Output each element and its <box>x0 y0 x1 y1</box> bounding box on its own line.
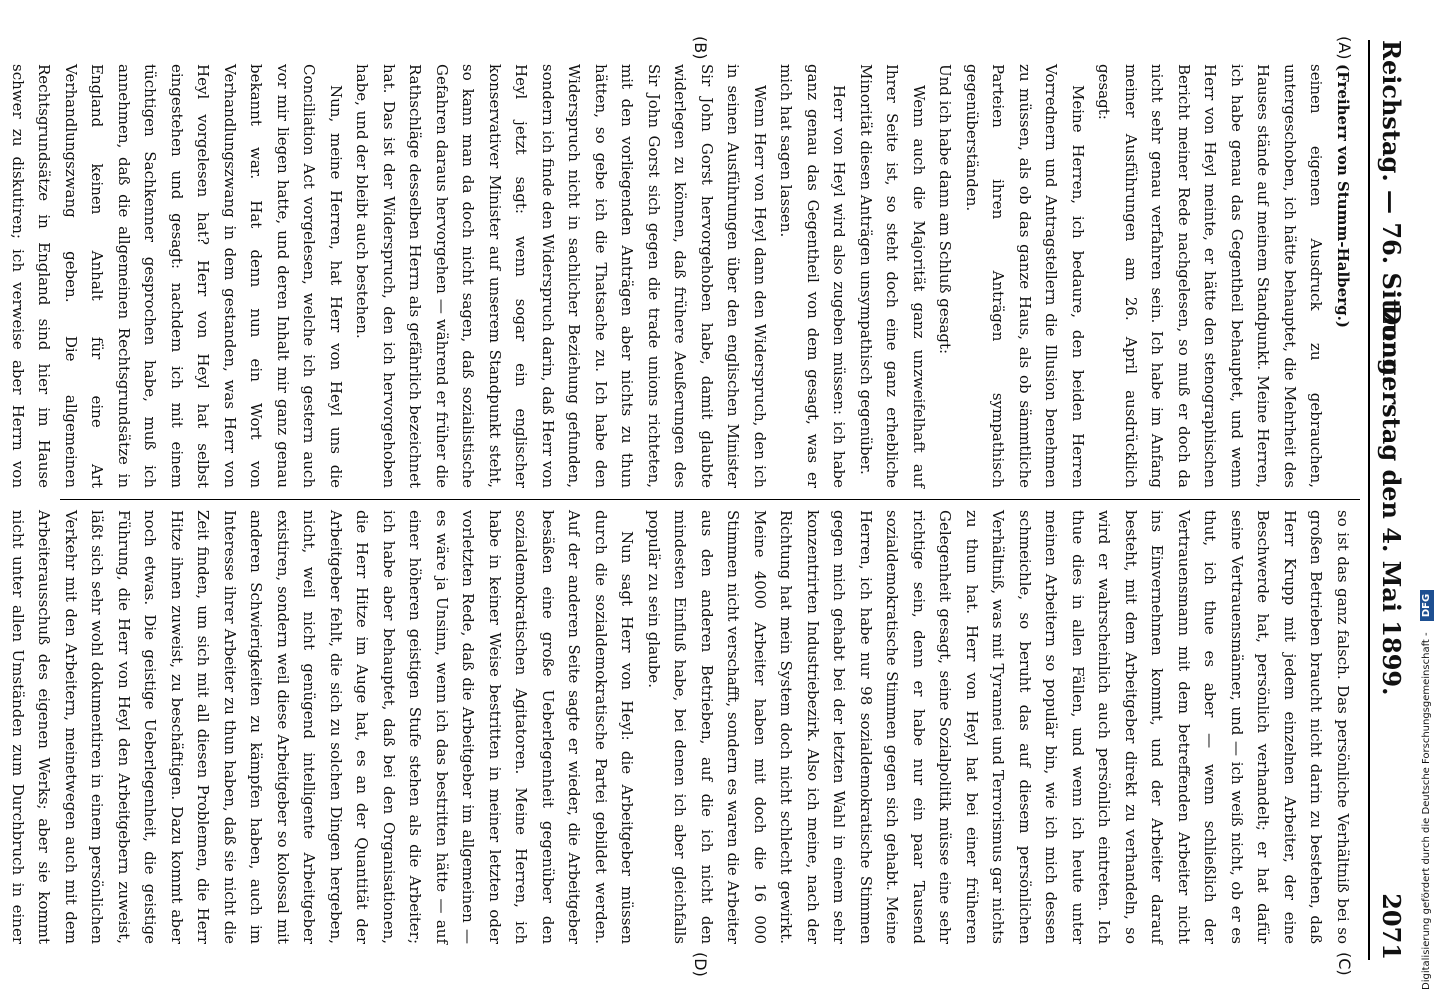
margin-marker-c: (C) <box>1335 952 1354 976</box>
column-divider <box>60 499 1360 500</box>
header-page-number: 2071 <box>1377 893 1406 960</box>
speaker-label: (Freiherr von Stumm-Halberg.) <box>1334 64 1352 328</box>
paragraph: seinen eigenen Ausdruck zu gebrauchen, untergeschoben, ich hätte behauptet, die Mehrheit des Hauses stände auf meinem Standpunkt. Meine Herren, ich habe genau das Gegentheil behauptet, und wenn Herr von Heyl meinte, er hätte den stenographischen Bericht meiner Rede nachgelesen, so muß er doch da nicht sehr genau verfahren sein. Ich habe im Anfang meiner Ausführungen am 26. April ausdrücklich gesagt: <box>1095 64 1326 488</box>
digitization-note-text: Digitalisierung gefördert durch die Deutsche Forschungsgemeinschaft - <box>1421 632 1432 990</box>
right-column <box>9 510 1356 944</box>
rotated-page <box>9 20 1440 980</box>
margin-marker-b: (B) <box>691 36 710 60</box>
header-date: Donnerstag den 4. Mai 1899. <box>1377 304 1406 696</box>
left-column <box>9 64 1356 488</box>
paragraph: Herr von Heyl wird also zugeben müssen: ich habe ganz genau das Gegentheil von dem gesagt, was er mich hat sagen lassen. <box>777 64 849 488</box>
header-session: Reichstag. — 76. Sitzung. <box>1377 40 1406 384</box>
paragraph: Wenn Herr von Heyl dann den Widerspruch, den ich in seinen Ausführungen über den englischen Minister Sir John Gorst hervorgehoben habe, damit glaubte widerlegen zu können, daß frühere Aeußerungen des Sir John Gorst sich gegen die trade unions richteten, mit den vorliegenden Anträgen aber nichts zu thun hätten, so gebe ich die Thatsache zu. Ich habe den Widerspruch nicht in sachlicher Beziehung gefunden, sondern ich finde den Widerspruch darin, daß Herr von Heyl jetzt sagt: wenn sogar ein englischer konservativer Minister auf unserem Standpunkt steht, so kann man da doch nicht sagen, daß sozialistische Gefahren daraus hervorgehen — während er früher die Rathschläge desselben Herrn als gefährlich bezeichnet hat. Das ist der Widerspruch, den ich hervorgehoben habe, und der bleibt auch bestehen. <box>353 64 769 488</box>
paragraph: Nun sagt Herr von Heyl: die Arbeitgeber müssen durch die sozialdemokratische Partei gebildet werden. Auf der anderen Seite sagte er wieder, die Arbeitgeber besäßen eine große Ueberlegenheit gegenüber den sozialdemokratischen Agitatoren. Meine Herren, ich habe in keiner Weise bestritten in meiner letzten oder vorletzten Rede, daß die Arbeitgeber im allgemeinen — es wäre ja Unsinn, wenn ich das bestritten hätte — auf einer höheren geistigen Stufe stehen als die Arbeiter; ich habe aber behauptet, daß bei den Organisationen, die Herr Hitze im Auge hat, es an der Quantität der Arbeitgeber fehlt, die sich zu solchen Dingen hergeben, nicht, weil nicht genügend intelligente Arbeitgeber existiren, sondern weil diese Arbeitgeber so kolossal mit anderen Schwierigkeiten zu kämpfen haben, auch im Interesse ihrer Arbeiter zu thun haben, daß sie nicht die Zeit finden, um sich mit all diesen Problemen, die Herr Hitze ihnen zuweist, zu beschäftigen. Dazu kommt aber noch etwas. Die geistige Ueberlegenheit, die geistige Führung, die Herr von Heyl den Arbeitgebern zuweist, läßt sich sehr wohl dokumentiren in einem persönlichen Verkehr mit den Arbeitern, meinetwegen auch mit dem Arbeiterausschuß des eigenen Werks; aber sie kommt nicht unter allen Umständen zum Durchbruch in einer <box>9 510 637 944</box>
dfg-logo: DFG <box>1420 590 1434 621</box>
digitization-note <box>1420 10 1434 990</box>
margin-marker-d: (D) <box>691 952 710 977</box>
paragraph: Wenn auch die Majorität ganz unzweifelhaft auf Ihrer Seite ist, so steht doch eine ganz erhebliche Minorität diesen Anträgen unsympathisch gegenüber. <box>857 64 928 488</box>
paragraph: Meine Herren, ich bedaure, den beiden Herren Vorrednern und Antragstellern die Illusion benehmen zu müssen, als ob das ganze Haus, als ob sämmtliche Parteien ihren Anträgen sympathisch gegenüberständen. <box>963 64 1087 488</box>
page-header <box>1368 40 1410 960</box>
paragraph: Nun, meine Herren, hat Herr von Heyl uns die Conciliation Act vorgelesen, welche ich gestern auch vor mir liegen hatte, und deren Inhalt mir ganz genau bekannt war. Hat denn nun ein Wort von Verhandlungszwang in dem gestanden, was Herr von Heyl vorgelesen hat? Herr von Heyl hat selbst eingestehen und gesagt: nachdem ich mit einem tüchtigen Sachkenner gesprochen habe, muß ich annehmen, daß die allgemeinen Rechtsgrundsätze in England keinen Anhalt für eine Art Verhandlungszwang geben. Die allgemeinen Rechtsgrundsätze in England sind hier im Hause schwer zu diskutiren; ich verweise aber Herrn von <box>9 64 345 488</box>
paragraph: so ist das ganz falsch. Das persönliche Verhältniß bei so großen Betrieben braucht nicht darin zu bestehen, daß Herr Krupp mit jedem einzelnen Arbeiter, der eine Beschwerde hat, persönlich verhandelt; er hat dafür seine Vertrauensmänner, und — ich weiß nicht, ob er es thut, ich thue es aber — wenn schließlich der Vertrauensmann mit dem betreffenden Arbeiter nicht ins Einvernehmen kommt, und der Arbeiter darauf besteht, mit dem Arbeitgeber direkt zu verhandeln, so wird er wahrscheinlich auch persönlich eintreten. Ich thue dies in allen Fällen, und wenn ich heute unter meinen Arbeitern so populär bin, wie ich mich dessen schmeichle, so beruht das auf diesem persönlichen Verhältniß, was mit Tyrannei und Terrorismus gar nichts zu thun hat. Herr von Heyl hat bei einer früheren Gelegenheit gesagt, seine Sozialpolitik müsse eine sehr richtige sein, denn er habe nur ein paar Tausend sozialdemokratische Stimmen gegen sich gehabt. Meine Herren, ich habe nur 98 sozialdemokratische Stimmen gegen mich gehabt bei der letzten Wahl in einem sehr konzentrirten Industriebezirk. Also ich meine, nach der Richtung hat mein System doch nicht schlecht gewirkt. Meine 4000 Arbeiter haben mit doch die 16 000 Stimmen nicht verschafft, sondern es waren die Arbeiter aus den anderen Betrieben, auf die ich nicht den mindesten Einfluß habe, bei denen ich aber gleichfalls populär zu sein glaube. <box>645 510 1352 944</box>
margin-marker-a: (A) <box>1335 36 1354 60</box>
paragraph: Und ich habe dann am Schluß gesagt: <box>936 64 955 355</box>
